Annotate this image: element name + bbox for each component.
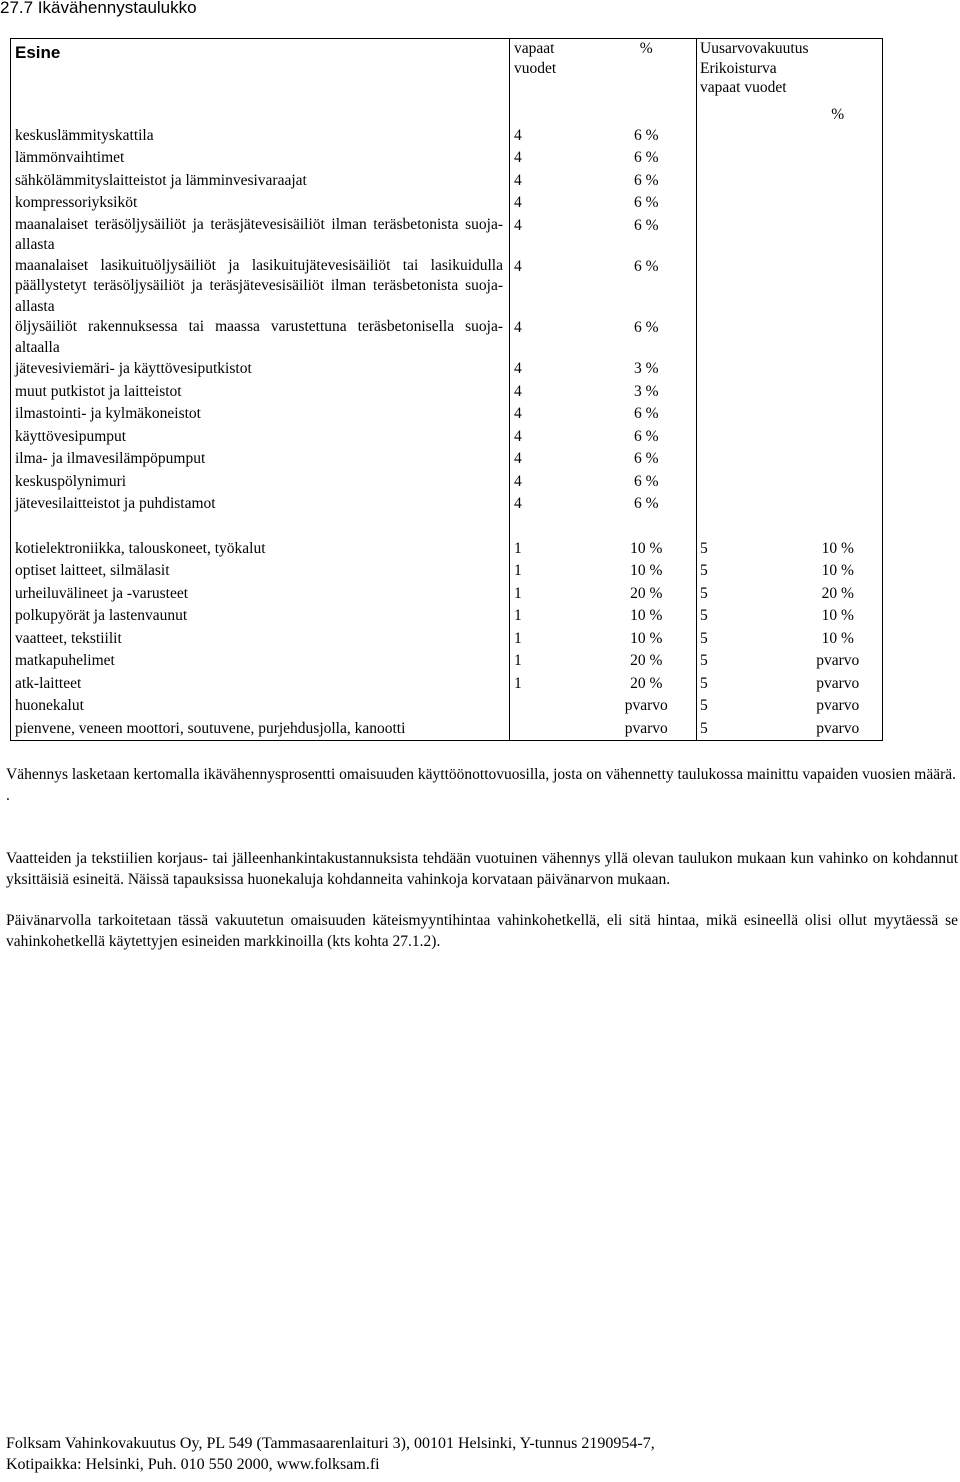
row-years: 4 bbox=[510, 192, 597, 215]
row-item: maanalaiset lasikuituöljysäiliöt ja lasikuitujätevesisäiliöt tai lasikuidulla päällystetyt teräsöljysäiliöt ja teräsjätevesisäiliöt ilman teräsbetonista suoja-allasta bbox=[11, 256, 510, 318]
row-pct-2 bbox=[794, 256, 883, 318]
paragraph-textiles: Vaatteiden ja tekstiilien korjaus- tai jälleenhankintakustannuksista tehdään vuotuinen vähennys yllä olevan taulukon mukaan kun vahinko on kohdannut yksittäisiä esineitä. Näissä tapauksissa huonekaluja kohdanneita vahinkoja korvataan päivänarvon mukaan. bbox=[6, 850, 958, 888]
row-pct-2 bbox=[794, 448, 883, 471]
row-years-2 bbox=[697, 147, 794, 170]
row-pct-2 bbox=[794, 215, 883, 256]
table-row bbox=[11, 381, 883, 404]
header-right-years: vapaat vuodet bbox=[700, 79, 787, 96]
row-pct: 6 % bbox=[597, 426, 697, 449]
row-item: jätevesilaitteistot ja puhdistamot bbox=[11, 493, 510, 516]
row-years-2: 5 bbox=[700, 674, 708, 692]
row-pct-2: pvarvo bbox=[794, 673, 883, 696]
table-row bbox=[11, 170, 883, 193]
row-pct-2: 10 % bbox=[794, 628, 883, 651]
row-years bbox=[510, 695, 597, 718]
row-item: jätevesiviemäri- ja käyttövesiputkistot bbox=[11, 358, 510, 381]
row-pct-2 bbox=[794, 192, 883, 215]
row-years: 1 bbox=[510, 628, 597, 651]
row-item: öljysäiliöt rakennuksessa tai maassa varustettuna teräsbetonisella suoja-altaalla bbox=[11, 317, 510, 358]
row-years-2 bbox=[697, 381, 794, 404]
row-item: polkupyörät ja lastenvaunut bbox=[11, 605, 510, 628]
row-pct: 6 % bbox=[597, 471, 697, 494]
row-pct: pvarvo bbox=[597, 695, 697, 718]
table-header-row bbox=[11, 39, 883, 125]
row-pct-2 bbox=[794, 317, 883, 358]
row-pct: 6 % bbox=[597, 215, 697, 256]
paragraph-dot: . bbox=[6, 787, 10, 804]
row-years: 1 bbox=[510, 560, 597, 583]
row-pct-2: 10 % bbox=[794, 538, 883, 561]
row-item: matkapuhelimet bbox=[11, 650, 510, 673]
row-pct: 6 % bbox=[597, 125, 697, 148]
table-row bbox=[11, 605, 883, 628]
paragraph-deduction-text: Vähennys lasketaan kertomalla ikävähennysprosentti omaisuuden käyttöönottovuosilla, josta on vähennetty taulukossa mainittu vapaiden vuosien määrä. bbox=[6, 766, 957, 783]
row-years: 4 bbox=[510, 426, 597, 449]
row-item: ilmastointi- ja kylmäkoneistot bbox=[11, 403, 510, 426]
row-years-2 bbox=[697, 215, 794, 256]
row-pct-2 bbox=[794, 147, 883, 170]
row-years-2: 5 bbox=[700, 697, 708, 714]
row-years: 1 bbox=[510, 538, 597, 561]
table-row bbox=[11, 358, 883, 381]
row-item: optiset laitteet, silmälasit bbox=[11, 560, 510, 583]
row-years: 4 bbox=[510, 358, 597, 381]
table-row bbox=[11, 192, 883, 215]
row-item: keskuslämmityskattila bbox=[11, 125, 510, 148]
row-years-2 bbox=[697, 192, 794, 215]
row-pct-2 bbox=[794, 426, 883, 449]
row-pct-2: pvarvo bbox=[794, 718, 883, 741]
row-pct: 6 % bbox=[597, 403, 697, 426]
table-row bbox=[11, 583, 883, 606]
row-years-2 bbox=[697, 358, 794, 381]
table-row bbox=[11, 650, 883, 673]
row-pct-2 bbox=[794, 125, 883, 148]
row-pct-2: pvarvo bbox=[794, 650, 883, 673]
table-row bbox=[11, 448, 883, 471]
row-item: ilma- ja ilmavesilämpöpumput bbox=[11, 448, 510, 471]
row-item: kompressoriyksiköt bbox=[11, 192, 510, 215]
paragraph-deduction-rule bbox=[6, 764, 958, 806]
row-years: 1 bbox=[510, 583, 597, 606]
table-row bbox=[11, 560, 883, 583]
row-pct: 3 % bbox=[597, 358, 697, 381]
row-pct: 6 % bbox=[597, 448, 697, 471]
row-years: 4 bbox=[510, 403, 597, 426]
row-pct: 6 % bbox=[597, 147, 697, 170]
row-pct: 3 % bbox=[597, 381, 697, 404]
table-row bbox=[11, 628, 883, 651]
row-pct: 6 % bbox=[597, 493, 697, 516]
row-years: 4 bbox=[510, 256, 597, 318]
row-years: 4 bbox=[510, 381, 597, 404]
row-pct-2 bbox=[794, 358, 883, 381]
table-row bbox=[11, 673, 883, 696]
row-item: lämmönvaihtimet bbox=[11, 147, 510, 170]
row-years-2: 5 bbox=[697, 718, 794, 741]
page-footer bbox=[6, 1433, 958, 1475]
row-years-2 bbox=[697, 448, 794, 471]
row-years-2 bbox=[697, 471, 794, 494]
table-row bbox=[11, 426, 883, 449]
header-right-group bbox=[697, 39, 809, 125]
row-pct: 10 % bbox=[597, 538, 697, 561]
row-item: muut putkistot ja laitteistot bbox=[11, 381, 510, 404]
row-years-2: 5 bbox=[700, 629, 708, 647]
row-years: 4 bbox=[510, 215, 597, 256]
page-heading: 27.7 Ikävähennystaulukko bbox=[0, 0, 197, 17]
paragraph-daily-value: Päivänarvolla tarkoitetaan tässä vakuutetun omaisuuden käteismyyntihintaa vahinkohetkellä, eli sitä hintaa, mikä esineellä olisi ollut myytäessä se vahinkohetkellä käytettyjen esineiden markkinoilla (kts kohta 27.1.2). bbox=[6, 912, 958, 950]
depreciation-table bbox=[10, 38, 883, 741]
table-row bbox=[11, 471, 883, 494]
row-pct: pvarvo bbox=[597, 718, 697, 741]
header-right-title2: Erikoisturva bbox=[700, 59, 777, 77]
row-pct: 20 % bbox=[597, 650, 697, 673]
row-years-2 bbox=[697, 317, 794, 358]
row-years: 4 bbox=[510, 448, 597, 471]
row-years: 4 bbox=[510, 493, 597, 516]
row-item: urheiluvälineet ja -varusteet bbox=[11, 583, 510, 606]
row-item: keskuspölynimuri bbox=[11, 471, 510, 494]
row-years: 4 bbox=[510, 170, 597, 193]
row-pct: 6 % bbox=[597, 170, 697, 193]
row-pct: 20 % bbox=[597, 673, 697, 696]
row-pct-2 bbox=[794, 403, 883, 426]
row-years-2 bbox=[697, 170, 794, 193]
row-pct: 6 % bbox=[597, 256, 697, 318]
row-years-2: 5 bbox=[700, 652, 708, 669]
table-row bbox=[11, 215, 883, 256]
row-years: 1 bbox=[510, 673, 597, 696]
row-years-2 bbox=[697, 493, 794, 516]
row-item: maanalaiset teräsöljysäiliöt ja teräsjätevesisäiliöt ilman teräsbetonista suoja-allasta bbox=[11, 215, 510, 256]
header-years: vapaat vuodet bbox=[510, 39, 597, 125]
row-pct-2: 10 % bbox=[794, 605, 883, 628]
row-pct-2 bbox=[794, 170, 883, 193]
table-row bbox=[11, 493, 883, 516]
row-years: 4 bbox=[510, 317, 597, 358]
header-item: Esine bbox=[11, 39, 510, 125]
row-item: pienvene, veneen moottori, soutuvene, purjehdusjolla, kanootti bbox=[11, 718, 510, 741]
table-row bbox=[11, 695, 883, 718]
row-pct-2 bbox=[794, 381, 883, 404]
row-pct-2: 10 % bbox=[794, 560, 883, 583]
header-right-title1: Uusarvovakuutus bbox=[700, 40, 809, 57]
row-years-2 bbox=[697, 426, 794, 449]
row-years-2: 5 bbox=[700, 539, 708, 557]
row-years: 4 bbox=[510, 471, 597, 494]
row-pct: 6 % bbox=[597, 317, 697, 358]
row-years: 4 bbox=[510, 147, 597, 170]
row-pct: 10 % bbox=[597, 605, 697, 628]
header-pct: % bbox=[597, 39, 697, 125]
row-pct: 6 % bbox=[597, 192, 697, 215]
row-item: atk-laitteet bbox=[11, 673, 510, 696]
row-years: 1 bbox=[510, 605, 597, 628]
row-years: 1 bbox=[510, 650, 597, 673]
row-pct: 10 % bbox=[597, 628, 697, 651]
footer-line-2: Kotipaikka: Helsinki, Puh. 010 550 2000, www.folksam.fi bbox=[6, 1456, 380, 1473]
row-item: huonekalut bbox=[11, 695, 510, 718]
row-pct-2: pvarvo bbox=[794, 695, 883, 718]
table-row bbox=[11, 718, 883, 741]
row-pct-2 bbox=[794, 493, 883, 516]
row-years-2 bbox=[697, 125, 794, 148]
table-row bbox=[11, 403, 883, 426]
footer-line-1: Folksam Vahinkovakuutus Oy, PL 549 (Tammasaarenlaituri 3), 00101 Helsinki, Y-tunnus 2190954-7, bbox=[6, 1435, 655, 1452]
row-years-2 bbox=[697, 256, 794, 318]
table-row bbox=[11, 538, 883, 561]
row-years-2: 5 bbox=[700, 607, 708, 624]
table-row bbox=[11, 147, 883, 170]
row-years: 4 bbox=[510, 125, 597, 148]
row-years-2 bbox=[697, 403, 794, 426]
row-pct-2: 20 % bbox=[794, 583, 883, 606]
table-row bbox=[11, 125, 883, 148]
row-years bbox=[510, 718, 597, 741]
row-pct: 10 % bbox=[597, 560, 697, 583]
row-item: sähkölämmityslaitteistot ja lämminvesivaraajat bbox=[11, 170, 510, 193]
row-years-2: 5 bbox=[700, 584, 708, 602]
table-spacer-row bbox=[11, 516, 883, 538]
table-row bbox=[11, 256, 883, 318]
row-item: käyttövesipumput bbox=[11, 426, 510, 449]
row-item: vaatteet, tekstiilit bbox=[11, 628, 510, 651]
row-years-2: 5 bbox=[700, 562, 708, 579]
header-right-pct: % bbox=[794, 39, 883, 125]
row-item: kotielektroniikka, talouskoneet, työkalut bbox=[11, 538, 510, 561]
row-pct-2 bbox=[794, 471, 883, 494]
row-pct: 20 % bbox=[597, 583, 697, 606]
table-row bbox=[11, 317, 883, 358]
